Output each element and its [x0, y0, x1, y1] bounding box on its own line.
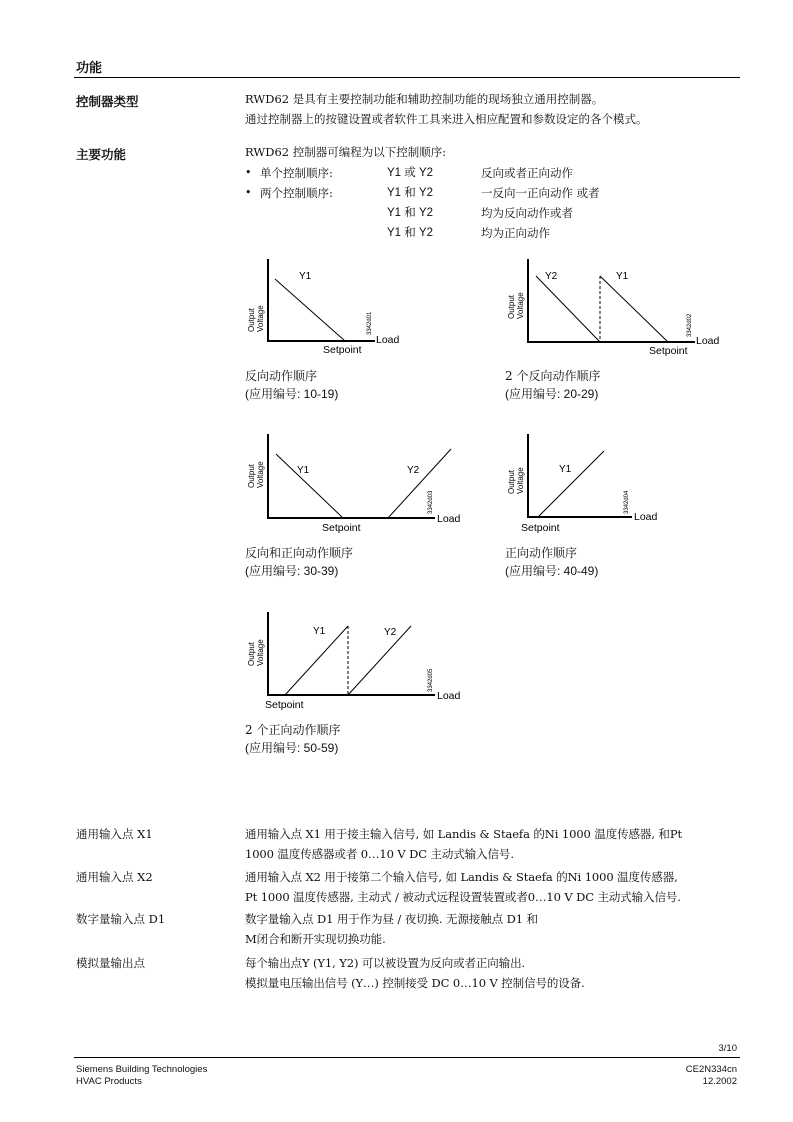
figure-id: 3342d04 — [624, 490, 630, 514]
y1-line — [276, 454, 343, 518]
io-line: 数字量输入点 D1 用于作为昼 / 夜切换. 无源接触点 D1 和 — [245, 912, 538, 926]
caption-reverse-direct — [245, 544, 353, 580]
io-line: 通用输入点 X1 用于接主输入信号, 如 Landis & Staefa 的Ni 1000 温度传感器, 和Pt — [245, 827, 682, 841]
diagram-two-direct — [240, 610, 470, 720]
diagram-direct — [500, 432, 680, 542]
company-name: Siemens Building Technologies — [76, 1064, 208, 1075]
y-axis-label: Voltage — [516, 292, 525, 319]
y1-line — [275, 279, 345, 341]
y-axis-label: Voltage — [516, 467, 525, 494]
setpoint-label: Setpoint — [323, 344, 362, 356]
y2-label: Y2 — [384, 627, 397, 638]
y-axis-label: Voltage — [256, 461, 265, 488]
sequence-outputs: Y1 或 Y2 — [387, 167, 434, 179]
setpoint-label: Setpoint — [521, 522, 560, 534]
y1-label: Y1 — [299, 271, 312, 282]
division-name: HVAC Products — [76, 1076, 142, 1087]
caption-two-reverse — [505, 367, 600, 403]
y-axis-label: Output — [247, 463, 256, 488]
bullet: • — [245, 166, 252, 179]
caption-app-no: (应用编号: 20-29) — [505, 387, 599, 401]
caption-title: 2 个反向动作顺序 — [505, 369, 601, 383]
io-line: Pt 1000 温度传感器, 主动式 / 被动式远程设置装置或者0…10 V DC 主动式输入信号. — [245, 890, 681, 904]
io-label-d1: 数字量输入点 D1 — [76, 912, 166, 926]
caption-title: 反向和正向动作顺序 — [245, 546, 354, 560]
diagram-reverse-direct — [240, 432, 470, 542]
y2-line — [348, 626, 411, 695]
y-axis-label: Output — [507, 294, 516, 319]
figure-id: 3342d03 — [428, 490, 434, 514]
controller-type-text — [245, 89, 648, 129]
caption-app-no: (应用编号: 30-39) — [245, 564, 339, 578]
sequence-desc: 均为正向动作 — [481, 226, 550, 240]
figure-id: 3342d02 — [687, 313, 693, 337]
sequence-desc: 一反向一正向动作 或者 — [481, 186, 600, 200]
sequence-outputs: Y1 和 Y2 — [387, 227, 434, 239]
caption-title: 正向动作顺序 — [505, 546, 578, 560]
controller-type-line: 通过控制器上的按键设置或者软件工具来进入相应配置和参数设定的各个模式。 — [245, 112, 648, 126]
y1-line — [538, 451, 604, 517]
setpoint-label: Setpoint — [265, 699, 304, 711]
page-number: 3/10 — [718, 1043, 737, 1054]
load-label: Load — [437, 690, 461, 702]
io-line: M闭合和断开实现切换功能. — [245, 932, 386, 946]
sequence-desc: 反向或者正向动作 — [481, 166, 573, 180]
load-label: Load — [376, 334, 400, 346]
diagram-reverse — [240, 255, 410, 365]
controller-type-line: RWD62 是具有主要控制功能和辅助控制功能的现场独立通用控制器。 — [245, 92, 604, 106]
y2-line — [388, 449, 451, 518]
y1-line — [600, 276, 668, 342]
y1-label: Y1 — [616, 271, 629, 282]
y-axis-label: Output — [247, 641, 256, 666]
main-functions-intro: RWD62 控制器可编程为以下控制顺序: — [245, 145, 447, 159]
io-text-ao — [245, 953, 585, 993]
sequence-name: 单个控制顺序: — [260, 166, 333, 180]
bullet: • — [245, 186, 252, 199]
y-axis-label: Voltage — [256, 639, 265, 666]
footer-right — [686, 1064, 737, 1088]
caption-app-no: (应用编号: 40-49) — [505, 564, 599, 578]
document-date: 12.2002 — [702, 1076, 737, 1087]
caption-app-no: (应用编号: 10-19) — [245, 387, 339, 401]
io-line: 1000 温度传感器或者 0…10 V DC 主动式输入信号. — [245, 847, 514, 861]
footer-left — [76, 1064, 207, 1088]
controller-type-label: 控制器类型 — [76, 94, 139, 109]
sequence-desc: 均为反向动作或者 — [481, 206, 573, 220]
load-label: Load — [696, 335, 720, 347]
io-label-x1: 通用输入点 X1 — [76, 827, 153, 841]
y-axis-label: Output — [507, 469, 516, 494]
document-number: CE2N334cn — [685, 1064, 737, 1075]
y1-label: Y1 — [297, 465, 310, 476]
y-axis-label: Voltage — [256, 305, 265, 332]
header-divider — [74, 77, 740, 78]
io-label-ao: 模拟量输出点 — [76, 956, 145, 970]
load-label: Load — [437, 513, 461, 525]
caption-app-no: (应用编号: 50-59) — [245, 741, 339, 755]
figure-id: 3342d05 — [428, 668, 434, 692]
diagram-two-reverse — [500, 255, 730, 365]
io-text-x2 — [245, 867, 681, 907]
sequence-name: 两个控制顺序: — [260, 186, 333, 200]
footer-divider — [74, 1057, 740, 1058]
io-label-x2: 通用输入点 X2 — [76, 870, 153, 884]
io-line: 通用输入点 X2 用于接第二个输入信号, 如 Landis & Staefa 的Ni 1000 温度传感器, — [245, 870, 678, 884]
setpoint-label: Setpoint — [322, 522, 361, 534]
setpoint-label: Setpoint — [649, 345, 688, 357]
y2-line — [536, 276, 600, 342]
section-title: 功能 — [76, 61, 103, 76]
caption-title: 反向动作顺序 — [245, 369, 318, 383]
sequence-outputs: Y1 和 Y2 — [387, 187, 434, 199]
sequence-outputs: Y1 和 Y2 — [387, 207, 434, 219]
y1-label: Y1 — [313, 626, 326, 637]
io-text-x1 — [245, 824, 682, 864]
y2-label: Y2 — [407, 465, 420, 476]
caption-two-direct — [245, 721, 340, 757]
caption-title: 2 个正向动作顺序 — [245, 723, 341, 737]
io-text-d1 — [245, 909, 538, 949]
y1-label: Y1 — [559, 464, 572, 475]
y-axis-label: Output — [247, 307, 256, 332]
io-line: 每个输出点Y (Y1, Y2) 可以被设置为反向或者正向输出. — [245, 956, 526, 970]
load-label: Load — [634, 511, 658, 523]
io-line: 模拟量电压输出信号 (Y…) 控制接受 DC 0…10 V 控制信号的设备. — [245, 976, 585, 990]
caption-reverse — [245, 367, 338, 403]
y2-label: Y2 — [545, 271, 558, 282]
caption-direct — [505, 544, 598, 580]
figure-id: 3342d01 — [367, 311, 373, 335]
main-functions-label: 主要功能 — [76, 147, 127, 162]
